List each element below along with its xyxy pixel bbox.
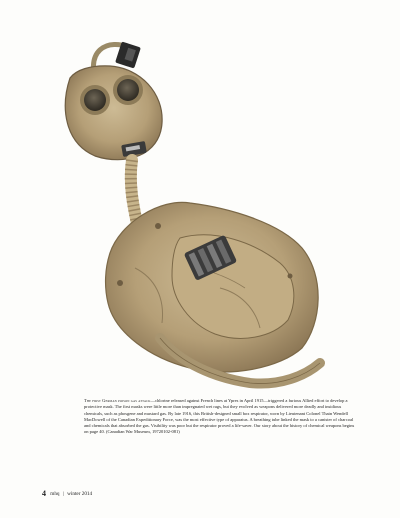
footer-separator: | <box>62 491 64 497</box>
publication-name: mhq <box>50 491 60 497</box>
gas-mask-photo <box>40 38 340 393</box>
photo-caption <box>84 398 356 436</box>
page-number: 4 <box>42 489 46 498</box>
caption-lead: The first German poison gas attack <box>84 398 151 403</box>
issue-label: winter 2014 <box>67 491 93 497</box>
page-footer <box>42 489 92 498</box>
caption-text: —chlorine released against French lines at Ypres in April 1915—triggered a furious Allied effort to develop a protective mask. The first masks were little more than impregnated wet rags, but they evolved as weapons delivered more deadly and insidious chemicals, such as phosgene and mustard gas. By late 1916, this British-designed small box respirator, worn by Lieutenant Colonel Thain Wendell MacDowell of the Canadian Expeditionary Force, was the most effective type of apparatus. A breathing tube linked the mask to a canister of charcoal and chemicals that absorbed the gas. Visibility was poor but the respirator proved a life-saver. Our story about the history of chemical weapons begins on page 40. (Canadian War Museum, 19720102-081) <box>84 398 355 435</box>
